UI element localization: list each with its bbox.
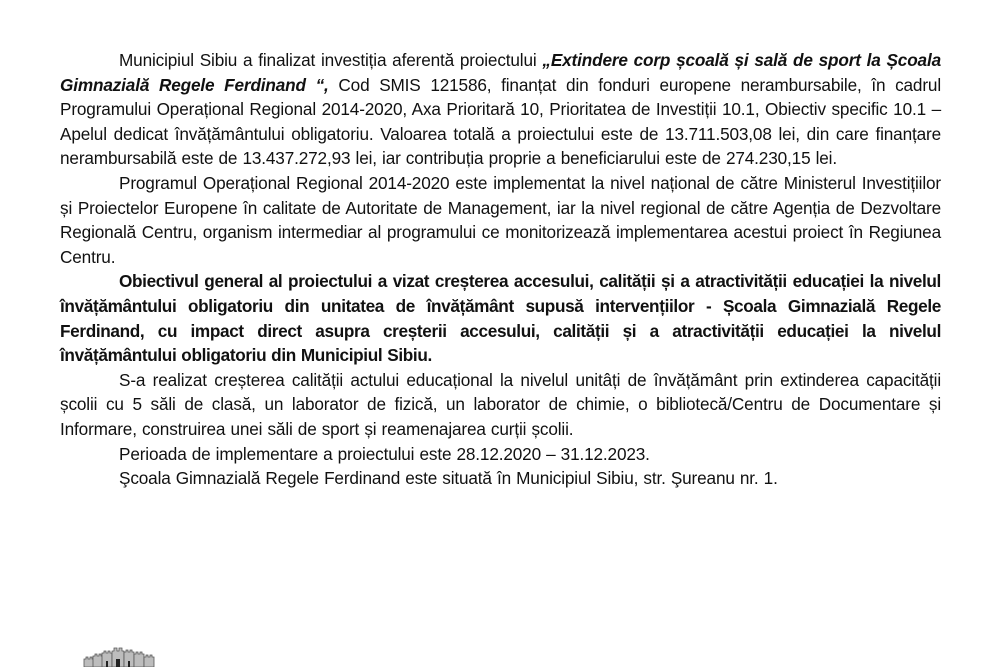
project-title: „Extindere corp școală și sală de sport la Școala Gimnazială Regele Ferdinand “,	[60, 50, 941, 95]
intro-text-before: Municipiul Sibiu a finalizat investiția aferentă proiectului	[119, 50, 543, 70]
towers-logo-graphic	[82, 647, 162, 667]
paragraph-results: S-a realizat creșterea calității actului educațional la nivelul unitâți de învățământ prin extinderea capacității școlii cu 5 săli de clasă, un laborator de fizică, un laborator de chimie, o bibliotecă/Centru de Documentare și Informare, construirea unei săli de sport și reamenajarea curții școlii.	[60, 369, 941, 439]
intro-text-after: Cod SMIS 121586, finanțat din fonduri europene nerambursabile, în cadrul Programului Operațional Regional 2014-2020, Axa Prioritară 10, Prioritatea de Investiții 10.1, Obiectiv specific 10.1 – Apelul dedicat învățământului obligatoriu. Valoarea totală a proiectului este de 13.711.503,08 lei, din care finanțare nerambursabilă este de 13.437.272,93 lei, iar contribuția proprie a beneficiarului este de 274.230,15 lei.	[60, 74, 941, 169]
paragraph-period: Perioada de implementare a proiectului este 28.12.2020 – 31.12.2023.	[119, 443, 650, 464]
sibiu-coat-of-arms-icon	[82, 647, 162, 667]
paragraph-program: Programul Operațional Regional 2014-2020 este implementat la nivel național de către Ministerul Investițiilor și Proiectelor Europene în calitate de Autoritate de Management, iar la nivel regional de către Agenția de Dezvoltare Regională Centru, organism intermediar al programului ce monitorizează implementarea acestui proiect în Regiunea Centru.	[60, 172, 941, 267]
document-page	[60, 48, 941, 491]
paragraph-address: Şcoala Gimnazială Regele Ferdinand este situată în Municipiul Sibiu, str. Şureanu nr. 1.	[119, 468, 778, 489]
paragraph-intro	[60, 48, 941, 171]
paragraph-objective: Obiectivul general al proiectului a vizat creșterea accesului, calității și a atractivității educației la nivelul învățământului obligatoriu din unitatea de învățământ supusă intervențiilor - Școala Gimnazială Regele Ferdinand, cu impact direct asupra creșterii accesului, calității și a atractivității educației la nivelul învățământului obligatoriu din Municipiul Sibiu.	[60, 271, 941, 366]
